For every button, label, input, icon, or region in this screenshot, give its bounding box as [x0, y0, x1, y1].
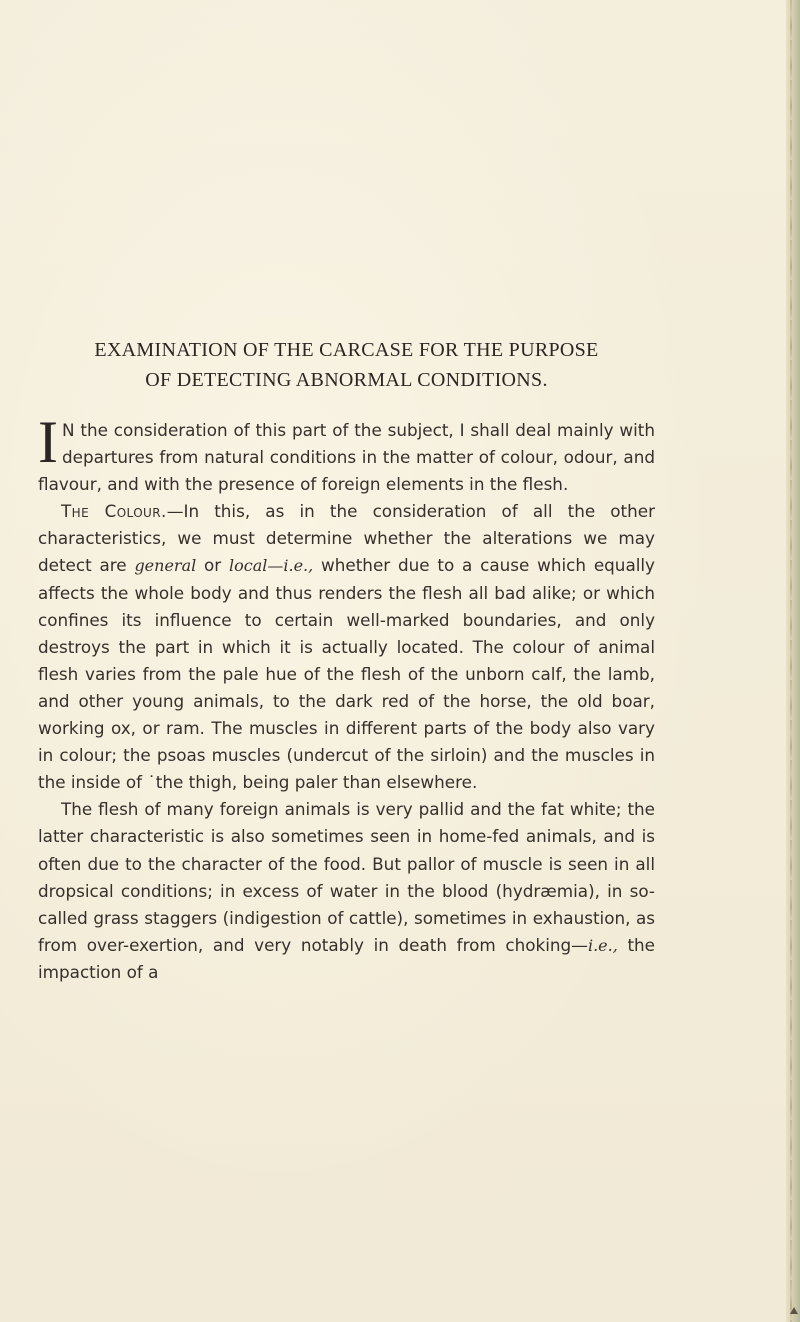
- emphasis-general: general: [134, 556, 197, 576]
- paragraph-pallor-text-b: the impaction of a: [38, 934, 655, 982]
- paragraph-colour: [38, 498, 655, 796]
- body-text: [38, 409, 655, 986]
- emphasis-ie: i.e.,: [587, 935, 618, 955]
- paragraph-pallor: [38, 796, 655, 986]
- paragraph-pallor-text-a: The flesh of many foreign animals is very pallid and the fat white; the latter characteristic is also sometimes seen in home-fed animals, and is often due to the character of the food. But pallor of muscle is seen in all dropsical conditions; in excess of water in the blood (hydræmia), in so-called grass staggers (indigestion of cattle), sometimes in exhaustion, as from over-exertion, and very notably in death from choking—: [38, 799, 655, 955]
- page-edge-arrow-icon: [790, 1307, 798, 1314]
- paragraph-intro: [38, 409, 655, 498]
- paragraph-colour-text-a: —In this, as in the consideration of all the other characteristics, we must determine whether the alterations we may detect are: [38, 501, 655, 576]
- heading-line-1: EXAMINATION OF THE CARCASE FOR THE PURPOSE: [94, 339, 599, 361]
- paragraph-intro-text: N the consideration of this part of the subject, I shall deal mainly with departures from natural conditions in the matter of colour, odour, and flavour, and with the presence of foreign elements in the flesh.: [38, 420, 655, 495]
- heading-line-2: OF DETECTING ABNORMAL CONDITIONS.: [145, 369, 548, 391]
- paragraph-colour-text-c: whether due to a cause which equally affects the whole body and thus renders the flesh all bad alike; or which confines its influence to certain well-marked boundaries, and only destroys the part in which it is actually located. The colour of animal flesh varies from the pale hue of the flesh of the unborn calf, the lamb, and other young animals, to the dark red of the horse, the old boar, working ox, or ram. The muscles in different parts of the body also vary in colour; the psoas muscles (undercut of the sirloin) and the muscles in the inside of ˙the thigh, being paler than elsewhere.: [38, 555, 655, 793]
- section-lead-colour: The Colour.: [61, 501, 167, 522]
- text-block: [38, 335, 655, 986]
- page-edge-strip: [786, 0, 800, 1322]
- emphasis-local: local—i.e.,: [229, 556, 314, 576]
- chapter-heading: [38, 335, 655, 395]
- drop-cap: I: [38, 409, 58, 475]
- paragraph-colour-text-b: or: [196, 555, 230, 576]
